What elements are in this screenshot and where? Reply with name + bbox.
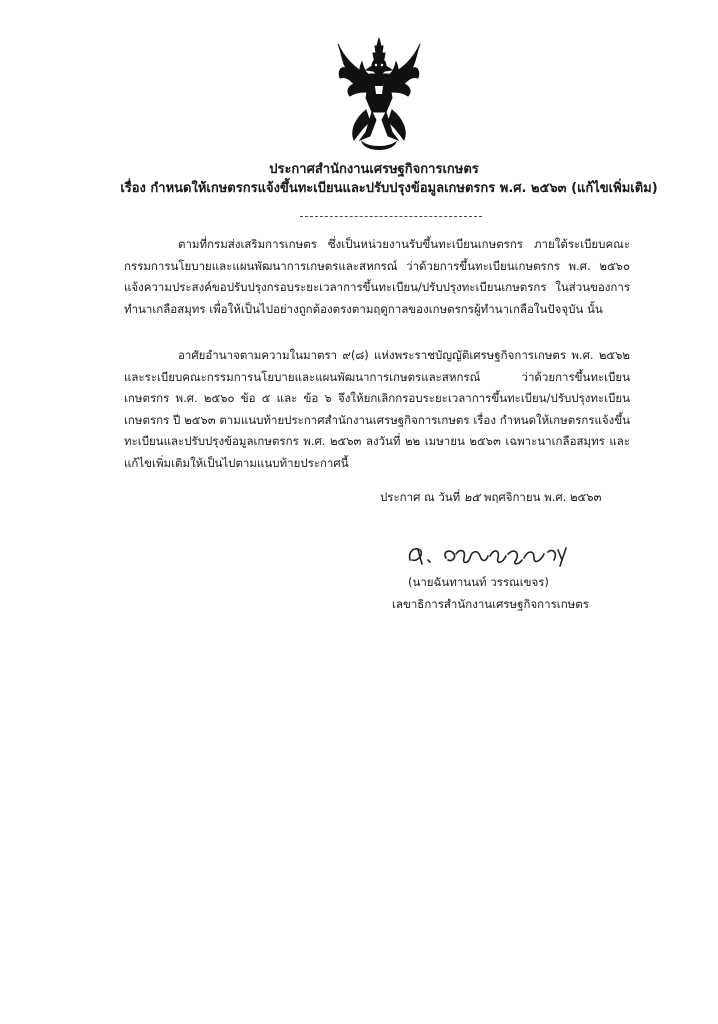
handwritten-signature-icon	[398, 530, 588, 578]
paragraph-text: ตามที่กรมส่งเสริมการเกษตร ซึ่งเป็นหน่วยงานรับขึ้นทะเบียนเกษตรกร ภายใต้ระเบียบคณะกรรมการนโยบายและแผนพัฒนาการเกษตรและสหกรณ์ ว่าด้วยการขึ้นทะเบียนเกษตรกร พ.ศ. ๒๕๖๐ แจ้งความประสงค์ขอปรับปรุงกรอบระยะเวลาการขึ้นทะเบียน/ปรับปรุงทะเบียนเกษตรกร ในส่วนของการทำนาเกลือสมุทร เพื่อให้เป็นไปอย่างถูกต้องตรงตามฤดูกาลของเกษตรกรผู้ทำนาเกลือในปัจจุบัน นั้น	[124, 237, 630, 316]
garuda-emblem-icon	[336, 36, 422, 154]
announcement-date	[380, 487, 601, 507]
date-month-year: พฤศจิกายน พ.ศ. ๒๕๖๓	[483, 490, 602, 504]
title-divider	[300, 216, 482, 217]
date-prefix: ประกาศ ณ วันที่	[380, 490, 461, 504]
body-paragraph-1	[124, 234, 630, 320]
date-day: ๒๕	[463, 490, 481, 504]
signer-title: เลขาธิการสำนักงานเศรษฐกิจการเกษตร	[392, 597, 589, 611]
body-paragraph-2	[124, 345, 630, 475]
paragraph-text: อาศัยอำนาจตามความในมาตรา ๙(๘) แห่งพระราชบัญญัติเศรษฐกิจการเกษตร พ.ศ. ๒๕๖๒ และระเบียบคณะกรรมการนโยบายและแผนพัฒนาการเกษตรและสหกรณ์ ว่าด้วยการขึ้นทะเบียนเกษตรกร พ.ศ. ๒๕๖๐ ข้อ ๕ และ ข้อ ๖ จึงให้ยกเลิกกรอบระยะเวลาการขึ้นทะเบียน/ปรับปรุงทะเบียนเกษตรกร ปี ๒๕๖๓ ตามแนบท้ายประกาศสำนักงานเศรษฐกิจการเกษตร เรื่อง กำหนดให้เกษตรกรแจ้งขึ้นทะเบียนและปรับปรุงข้อมูลเกษตรกร พ.ศ. ๒๕๖๓ ลงวันที่ ๒๒ เมษายน ๒๕๖๓ เฉพาะนาเกลือสมุทร และแก้ไขเพิ่มเติมให้เป็นไปตามแนบท้ายประกาศนี้	[124, 348, 630, 470]
document-subject: เรื่อง กำหนดให้เกษตรกรแจ้งขึ้นทะเบียนและปรับปรุงข้อมูลเกษตรกร พ.ศ. ๒๕๖๓ (แก้ไขเพิ่มเติม)	[120, 181, 658, 196]
document-title: ประกาศสำนักงานเศรษฐกิจการเกษตร	[269, 162, 479, 177]
signer-name: (นายฉันทานนท์ วรรณเขจร)	[408, 575, 549, 589]
